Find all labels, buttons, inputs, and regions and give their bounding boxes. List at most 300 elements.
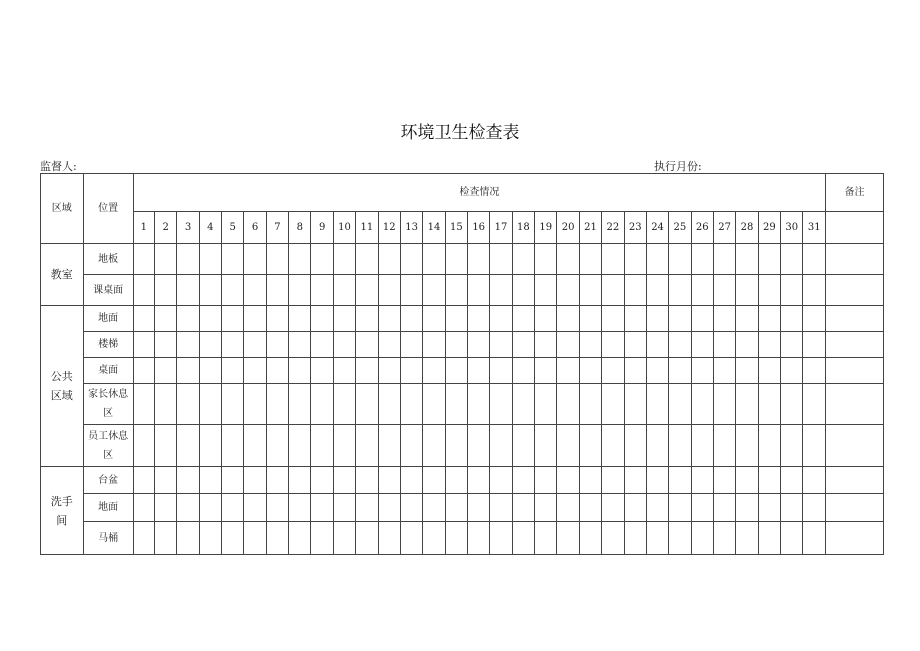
- check-cell[interactable]: [490, 244, 512, 275]
- check-cell[interactable]: [713, 425, 735, 467]
- check-cell[interactable]: [781, 306, 803, 332]
- check-cell[interactable]: [713, 384, 735, 425]
- check-cell[interactable]: [512, 332, 534, 358]
- remarks-cell[interactable]: [826, 306, 884, 332]
- check-cell[interactable]: [713, 358, 735, 384]
- check-cell[interactable]: [133, 306, 154, 332]
- check-cell[interactable]: [423, 522, 445, 555]
- check-cell[interactable]: [378, 467, 400, 494]
- check-cell[interactable]: [378, 244, 400, 275]
- check-cell[interactable]: [333, 244, 355, 275]
- check-cell[interactable]: [624, 384, 646, 425]
- check-cell[interactable]: [624, 494, 646, 522]
- check-cell[interactable]: [713, 522, 735, 555]
- check-cell[interactable]: [222, 522, 244, 555]
- check-cell[interactable]: [400, 425, 422, 467]
- check-cell[interactable]: [133, 384, 154, 425]
- check-cell[interactable]: [445, 425, 467, 467]
- check-cell[interactable]: [535, 332, 557, 358]
- check-cell[interactable]: [445, 332, 467, 358]
- check-cell[interactable]: [758, 467, 780, 494]
- check-cell[interactable]: [691, 332, 713, 358]
- check-cell[interactable]: [557, 425, 579, 467]
- check-cell[interactable]: [579, 358, 601, 384]
- check-cell[interactable]: [557, 244, 579, 275]
- check-cell[interactable]: [758, 275, 780, 306]
- check-cell[interactable]: [356, 275, 378, 306]
- check-cell[interactable]: [133, 425, 154, 467]
- check-cell[interactable]: [781, 425, 803, 467]
- check-cell[interactable]: [154, 494, 176, 522]
- check-cell[interactable]: [244, 494, 266, 522]
- check-cell[interactable]: [602, 384, 624, 425]
- check-cell[interactable]: [356, 384, 378, 425]
- check-cell[interactable]: [557, 306, 579, 332]
- check-cell[interactable]: [356, 425, 378, 467]
- check-cell[interactable]: [423, 306, 445, 332]
- check-cell[interactable]: [669, 332, 691, 358]
- check-cell[interactable]: [378, 494, 400, 522]
- check-cell[interactable]: [646, 522, 668, 555]
- check-cell[interactable]: [557, 494, 579, 522]
- check-cell[interactable]: [624, 358, 646, 384]
- check-cell[interactable]: [400, 306, 422, 332]
- check-cell[interactable]: [400, 467, 422, 494]
- check-cell[interactable]: [646, 275, 668, 306]
- check-cell[interactable]: [713, 332, 735, 358]
- check-cell[interactable]: [579, 384, 601, 425]
- check-cell[interactable]: [490, 425, 512, 467]
- check-cell[interactable]: [691, 306, 713, 332]
- check-cell[interactable]: [222, 332, 244, 358]
- check-cell[interactable]: [646, 425, 668, 467]
- check-cell[interactable]: [266, 244, 288, 275]
- check-cell[interactable]: [602, 522, 624, 555]
- check-cell[interactable]: [736, 275, 758, 306]
- check-cell[interactable]: [445, 244, 467, 275]
- check-cell[interactable]: [468, 306, 490, 332]
- check-cell[interactable]: [535, 494, 557, 522]
- check-cell[interactable]: [624, 425, 646, 467]
- check-cell[interactable]: [669, 244, 691, 275]
- check-cell[interactable]: [602, 275, 624, 306]
- check-cell[interactable]: [423, 244, 445, 275]
- check-cell[interactable]: [266, 275, 288, 306]
- check-cell[interactable]: [311, 244, 333, 275]
- check-cell[interactable]: [378, 384, 400, 425]
- check-cell[interactable]: [333, 332, 355, 358]
- check-cell[interactable]: [490, 332, 512, 358]
- check-cell[interactable]: [423, 358, 445, 384]
- check-cell[interactable]: [557, 384, 579, 425]
- check-cell[interactable]: [244, 244, 266, 275]
- check-cell[interactable]: [133, 332, 154, 358]
- check-cell[interactable]: [289, 275, 311, 306]
- check-cell[interactable]: [713, 306, 735, 332]
- check-cell[interactable]: [736, 358, 758, 384]
- remarks-cell[interactable]: [826, 332, 884, 358]
- check-cell[interactable]: [512, 244, 534, 275]
- check-cell[interactable]: [199, 306, 221, 332]
- check-cell[interactable]: [669, 467, 691, 494]
- check-cell[interactable]: [244, 384, 266, 425]
- check-cell[interactable]: [333, 275, 355, 306]
- check-cell[interactable]: [154, 467, 176, 494]
- check-cell[interactable]: [244, 332, 266, 358]
- check-cell[interactable]: [512, 522, 534, 555]
- check-cell[interactable]: [468, 332, 490, 358]
- check-cell[interactable]: [803, 244, 826, 275]
- check-cell[interactable]: [311, 332, 333, 358]
- check-cell[interactable]: [557, 332, 579, 358]
- check-cell[interactable]: [803, 522, 826, 555]
- check-cell[interactable]: [624, 332, 646, 358]
- check-cell[interactable]: [557, 522, 579, 555]
- check-cell[interactable]: [199, 467, 221, 494]
- check-cell[interactable]: [333, 358, 355, 384]
- check-cell[interactable]: [758, 244, 780, 275]
- check-cell[interactable]: [177, 522, 199, 555]
- check-cell[interactable]: [177, 384, 199, 425]
- check-cell[interactable]: [602, 467, 624, 494]
- remarks-cell[interactable]: [826, 494, 884, 522]
- check-cell[interactable]: [378, 275, 400, 306]
- check-cell[interactable]: [781, 467, 803, 494]
- check-cell[interactable]: [266, 494, 288, 522]
- check-cell[interactable]: [624, 467, 646, 494]
- check-cell[interactable]: [669, 425, 691, 467]
- check-cell[interactable]: [289, 522, 311, 555]
- check-cell[interactable]: [691, 244, 713, 275]
- check-cell[interactable]: [490, 306, 512, 332]
- check-cell[interactable]: [445, 467, 467, 494]
- remarks-cell[interactable]: [826, 467, 884, 494]
- check-cell[interactable]: [713, 494, 735, 522]
- check-cell[interactable]: [736, 494, 758, 522]
- check-cell[interactable]: [490, 384, 512, 425]
- check-cell[interactable]: [468, 522, 490, 555]
- check-cell[interactable]: [378, 306, 400, 332]
- check-cell[interactable]: [646, 467, 668, 494]
- remarks-cell[interactable]: [826, 384, 884, 425]
- check-cell[interactable]: [311, 384, 333, 425]
- check-cell[interactable]: [222, 494, 244, 522]
- check-cell[interactable]: [468, 358, 490, 384]
- check-cell[interactable]: [669, 306, 691, 332]
- check-cell[interactable]: [490, 275, 512, 306]
- check-cell[interactable]: [669, 384, 691, 425]
- check-cell[interactable]: [222, 425, 244, 467]
- check-cell[interactable]: [154, 358, 176, 384]
- check-cell[interactable]: [669, 494, 691, 522]
- check-cell[interactable]: [266, 384, 288, 425]
- check-cell[interactable]: [579, 522, 601, 555]
- check-cell[interactable]: [378, 425, 400, 467]
- check-cell[interactable]: [400, 522, 422, 555]
- check-cell[interactable]: [400, 384, 422, 425]
- check-cell[interactable]: [378, 522, 400, 555]
- check-cell[interactable]: [154, 384, 176, 425]
- check-cell[interactable]: [289, 425, 311, 467]
- check-cell[interactable]: [289, 358, 311, 384]
- check-cell[interactable]: [356, 306, 378, 332]
- check-cell[interactable]: [311, 494, 333, 522]
- check-cell[interactable]: [490, 358, 512, 384]
- check-cell[interactable]: [311, 275, 333, 306]
- check-cell[interactable]: [177, 358, 199, 384]
- check-cell[interactable]: [512, 306, 534, 332]
- check-cell[interactable]: [781, 384, 803, 425]
- check-cell[interactable]: [512, 425, 534, 467]
- check-cell[interactable]: [222, 467, 244, 494]
- check-cell[interactable]: [758, 332, 780, 358]
- check-cell[interactable]: [803, 306, 826, 332]
- check-cell[interactable]: [266, 306, 288, 332]
- check-cell[interactable]: [468, 467, 490, 494]
- check-cell[interactable]: [266, 522, 288, 555]
- check-cell[interactable]: [244, 306, 266, 332]
- check-cell[interactable]: [669, 275, 691, 306]
- check-cell[interactable]: [400, 332, 422, 358]
- check-cell[interactable]: [691, 275, 713, 306]
- check-cell[interactable]: [512, 494, 534, 522]
- check-cell[interactable]: [311, 522, 333, 555]
- check-cell[interactable]: [356, 332, 378, 358]
- check-cell[interactable]: [154, 244, 176, 275]
- check-cell[interactable]: [445, 522, 467, 555]
- check-cell[interactable]: [602, 332, 624, 358]
- check-cell[interactable]: [356, 467, 378, 494]
- check-cell[interactable]: [557, 275, 579, 306]
- check-cell[interactable]: [333, 494, 355, 522]
- check-cell[interactable]: [378, 358, 400, 384]
- check-cell[interactable]: [512, 358, 534, 384]
- check-cell[interactable]: [535, 244, 557, 275]
- check-cell[interactable]: [490, 494, 512, 522]
- check-cell[interactable]: [423, 384, 445, 425]
- check-cell[interactable]: [133, 522, 154, 555]
- check-cell[interactable]: [736, 332, 758, 358]
- check-cell[interactable]: [646, 384, 668, 425]
- check-cell[interactable]: [781, 358, 803, 384]
- check-cell[interactable]: [177, 332, 199, 358]
- check-cell[interactable]: [289, 494, 311, 522]
- remarks-cell[interactable]: [826, 275, 884, 306]
- check-cell[interactable]: [624, 522, 646, 555]
- check-cell[interactable]: [691, 384, 713, 425]
- check-cell[interactable]: [177, 425, 199, 467]
- remarks-cell[interactable]: [826, 244, 884, 275]
- check-cell[interactable]: [154, 522, 176, 555]
- check-cell[interactable]: [333, 467, 355, 494]
- check-cell[interactable]: [356, 244, 378, 275]
- check-cell[interactable]: [781, 494, 803, 522]
- check-cell[interactable]: [602, 244, 624, 275]
- check-cell[interactable]: [535, 522, 557, 555]
- check-cell[interactable]: [535, 358, 557, 384]
- check-cell[interactable]: [557, 467, 579, 494]
- check-cell[interactable]: [311, 306, 333, 332]
- check-cell[interactable]: [803, 467, 826, 494]
- check-cell[interactable]: [199, 425, 221, 467]
- check-cell[interactable]: [177, 467, 199, 494]
- check-cell[interactable]: [356, 522, 378, 555]
- check-cell[interactable]: [758, 384, 780, 425]
- check-cell[interactable]: [781, 275, 803, 306]
- check-cell[interactable]: [177, 494, 199, 522]
- check-cell[interactable]: [758, 494, 780, 522]
- check-cell[interactable]: [468, 494, 490, 522]
- check-cell[interactable]: [781, 244, 803, 275]
- check-cell[interactable]: [624, 306, 646, 332]
- check-cell[interactable]: [691, 358, 713, 384]
- check-cell[interactable]: [624, 275, 646, 306]
- check-cell[interactable]: [333, 425, 355, 467]
- check-cell[interactable]: [400, 494, 422, 522]
- check-cell[interactable]: [646, 494, 668, 522]
- check-cell[interactable]: [691, 522, 713, 555]
- check-cell[interactable]: [244, 522, 266, 555]
- check-cell[interactable]: [356, 494, 378, 522]
- check-cell[interactable]: [289, 332, 311, 358]
- check-cell[interactable]: [781, 522, 803, 555]
- check-cell[interactable]: [199, 332, 221, 358]
- check-cell[interactable]: [736, 467, 758, 494]
- check-cell[interactable]: [400, 275, 422, 306]
- check-cell[interactable]: [378, 332, 400, 358]
- check-cell[interactable]: [445, 275, 467, 306]
- remarks-cell[interactable]: [826, 358, 884, 384]
- check-cell[interactable]: [713, 467, 735, 494]
- check-cell[interactable]: [758, 306, 780, 332]
- check-cell[interactable]: [646, 244, 668, 275]
- check-cell[interactable]: [289, 384, 311, 425]
- check-cell[interactable]: [535, 306, 557, 332]
- check-cell[interactable]: [468, 275, 490, 306]
- check-cell[interactable]: [400, 358, 422, 384]
- check-cell[interactable]: [445, 494, 467, 522]
- check-cell[interactable]: [333, 522, 355, 555]
- check-cell[interactable]: [579, 306, 601, 332]
- check-cell[interactable]: [266, 358, 288, 384]
- check-cell[interactable]: [289, 467, 311, 494]
- remarks-cell[interactable]: [826, 425, 884, 467]
- check-cell[interactable]: [713, 275, 735, 306]
- check-cell[interactable]: [646, 332, 668, 358]
- check-cell[interactable]: [289, 244, 311, 275]
- check-cell[interactable]: [244, 358, 266, 384]
- check-cell[interactable]: [133, 244, 154, 275]
- check-cell[interactable]: [557, 358, 579, 384]
- check-cell[interactable]: [423, 425, 445, 467]
- check-cell[interactable]: [468, 425, 490, 467]
- check-cell[interactable]: [713, 244, 735, 275]
- check-cell[interactable]: [266, 332, 288, 358]
- check-cell[interactable]: [579, 467, 601, 494]
- check-cell[interactable]: [154, 306, 176, 332]
- check-cell[interactable]: [177, 275, 199, 306]
- check-cell[interactable]: [579, 244, 601, 275]
- check-cell[interactable]: [154, 275, 176, 306]
- check-cell[interactable]: [736, 384, 758, 425]
- check-cell[interactable]: [535, 384, 557, 425]
- check-cell[interactable]: [266, 425, 288, 467]
- check-cell[interactable]: [199, 275, 221, 306]
- check-cell[interactable]: [803, 358, 826, 384]
- check-cell[interactable]: [445, 384, 467, 425]
- remarks-cell[interactable]: [826, 522, 884, 555]
- check-cell[interactable]: [579, 494, 601, 522]
- check-cell[interactable]: [445, 306, 467, 332]
- check-cell[interactable]: [199, 384, 221, 425]
- check-cell[interactable]: [512, 275, 534, 306]
- check-cell[interactable]: [803, 384, 826, 425]
- check-cell[interactable]: [244, 275, 266, 306]
- check-cell[interactable]: [602, 494, 624, 522]
- check-cell[interactable]: [602, 358, 624, 384]
- check-cell[interactable]: [199, 494, 221, 522]
- check-cell[interactable]: [579, 332, 601, 358]
- check-cell[interactable]: [490, 522, 512, 555]
- check-cell[interactable]: [579, 275, 601, 306]
- check-cell[interactable]: [177, 306, 199, 332]
- check-cell[interactable]: [736, 244, 758, 275]
- check-cell[interactable]: [244, 425, 266, 467]
- check-cell[interactable]: [535, 275, 557, 306]
- check-cell[interactable]: [423, 332, 445, 358]
- check-cell[interactable]: [199, 244, 221, 275]
- check-cell[interactable]: [669, 522, 691, 555]
- check-cell[interactable]: [289, 306, 311, 332]
- check-cell[interactable]: [333, 384, 355, 425]
- check-cell[interactable]: [133, 494, 154, 522]
- check-cell[interactable]: [758, 522, 780, 555]
- check-cell[interactable]: [691, 494, 713, 522]
- check-cell[interactable]: [624, 244, 646, 275]
- check-cell[interactable]: [199, 358, 221, 384]
- check-cell[interactable]: [646, 358, 668, 384]
- check-cell[interactable]: [691, 425, 713, 467]
- check-cell[interactable]: [311, 467, 333, 494]
- check-cell[interactable]: [803, 332, 826, 358]
- check-cell[interactable]: [490, 467, 512, 494]
- check-cell[interactable]: [468, 384, 490, 425]
- check-cell[interactable]: [199, 522, 221, 555]
- check-cell[interactable]: [579, 425, 601, 467]
- check-cell[interactable]: [266, 467, 288, 494]
- check-cell[interactable]: [758, 425, 780, 467]
- check-cell[interactable]: [311, 358, 333, 384]
- check-cell[interactable]: [222, 306, 244, 332]
- check-cell[interactable]: [758, 358, 780, 384]
- check-cell[interactable]: [356, 358, 378, 384]
- check-cell[interactable]: [423, 275, 445, 306]
- check-cell[interactable]: [602, 425, 624, 467]
- check-cell[interactable]: [512, 467, 534, 494]
- check-cell[interactable]: [669, 358, 691, 384]
- check-cell[interactable]: [803, 425, 826, 467]
- check-cell[interactable]: [133, 467, 154, 494]
- check-cell[interactable]: [154, 425, 176, 467]
- check-cell[interactable]: [133, 358, 154, 384]
- check-cell[interactable]: [311, 425, 333, 467]
- check-cell[interactable]: [222, 358, 244, 384]
- check-cell[interactable]: [736, 522, 758, 555]
- check-cell[interactable]: [803, 275, 826, 306]
- check-cell[interactable]: [646, 306, 668, 332]
- check-cell[interactable]: [781, 332, 803, 358]
- check-cell[interactable]: [244, 467, 266, 494]
